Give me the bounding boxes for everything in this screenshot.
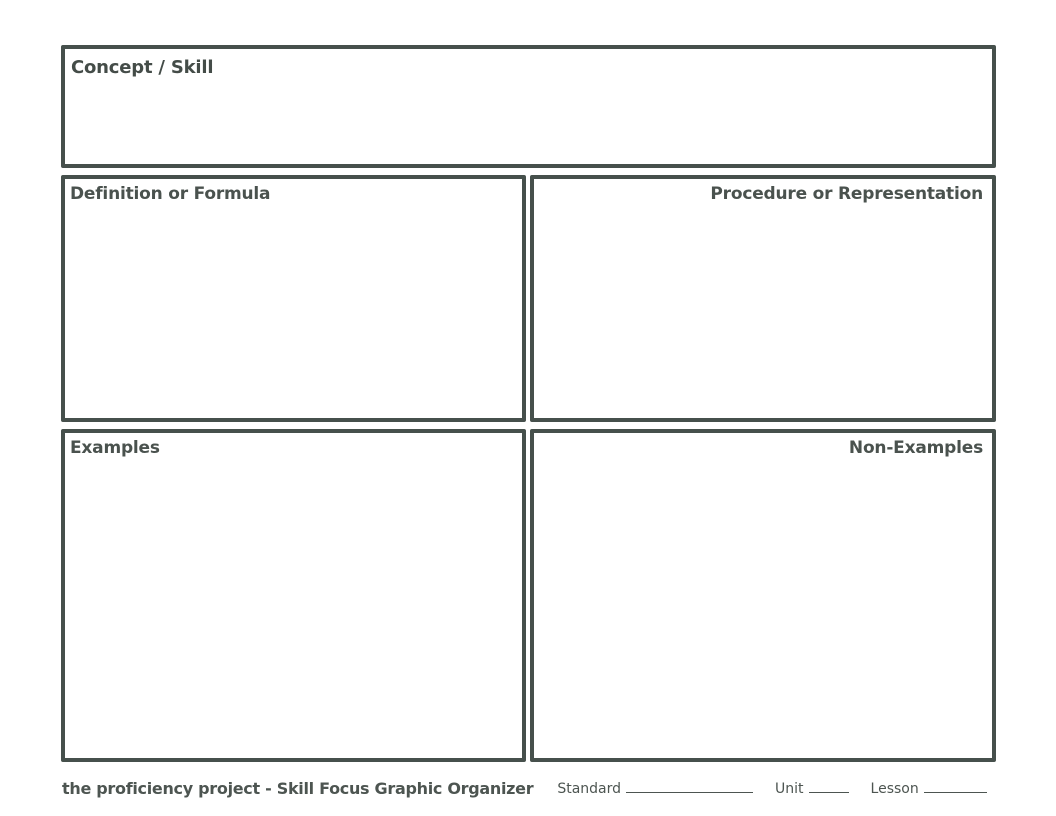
- procedure-representation-label: Procedure or Representation: [710, 184, 983, 204]
- unit-label: Unit: [775, 780, 804, 797]
- non-examples-box[interactable]: [530, 429, 996, 762]
- concept-skill-box[interactable]: [61, 45, 996, 168]
- definition-formula-label: Definition or Formula: [70, 184, 271, 204]
- non-examples-label: Non-Examples: [848, 438, 983, 458]
- standard-field: [557, 780, 753, 797]
- page-footer: [62, 776, 1002, 800]
- examples-box[interactable]: [61, 429, 526, 762]
- standard-blank-line[interactable]: [626, 780, 753, 793]
- lesson-blank-line[interactable]: [924, 780, 987, 793]
- footer-title: the proficiency project - Skill Focus Graphic Organizer: [62, 778, 534, 798]
- procedure-representation-box[interactable]: [530, 175, 996, 422]
- standard-label: Standard: [557, 780, 622, 797]
- concept-skill-label: Concept / Skill: [71, 57, 214, 78]
- lesson-field: [871, 780, 987, 797]
- unit-field: [775, 780, 849, 797]
- unit-blank-line[interactable]: [809, 780, 849, 793]
- definition-formula-box[interactable]: [61, 175, 526, 422]
- lesson-label: Lesson: [870, 780, 919, 797]
- examples-label: Examples: [70, 438, 160, 458]
